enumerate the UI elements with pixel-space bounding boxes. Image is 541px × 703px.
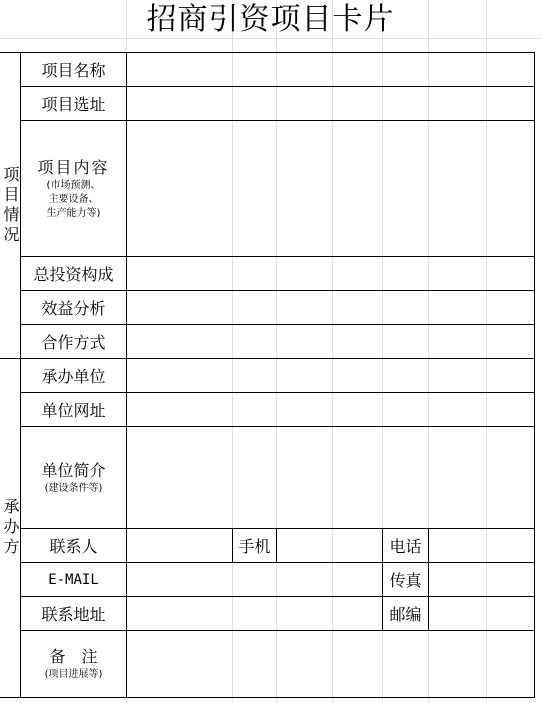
section-project-label: 项目情况 xyxy=(1,165,20,246)
page-title: 招商引资项目卡片 xyxy=(146,2,395,37)
label-remarks xyxy=(21,631,126,697)
table-border xyxy=(0,697,535,698)
total-investment-field[interactable] xyxy=(127,257,534,290)
label-project-content xyxy=(21,121,126,256)
remarks-title: 备 注 xyxy=(49,647,98,666)
label-host-unit: 承办单位 xyxy=(41,367,106,386)
label-project-name: 项目名称 xyxy=(41,61,106,80)
project-name-field[interactable] xyxy=(127,53,534,86)
section-project xyxy=(0,53,20,358)
section-host-label: 承办方 xyxy=(1,498,20,558)
project-content-field[interactable] xyxy=(127,121,534,256)
host-unit-field[interactable] xyxy=(127,359,534,392)
mobile-field[interactable] xyxy=(277,529,382,562)
label-benefit: 效益分析 xyxy=(41,299,106,318)
fax-field[interactable] xyxy=(429,563,534,596)
postcode-field[interactable] xyxy=(429,597,534,630)
label-unit-website: 单位网址 xyxy=(41,401,106,420)
project-content-note: (市场预测、 主要设备、 生产能力等) xyxy=(46,179,101,219)
label-address: 联系地址 xyxy=(41,605,106,624)
remarks-field[interactable] xyxy=(127,631,534,697)
contact-field[interactable] xyxy=(127,529,232,562)
label-project-site: 项目选址 xyxy=(41,95,106,114)
unit-intro-field[interactable] xyxy=(127,427,534,528)
unit-intro-note: (建设条件等) xyxy=(44,482,103,494)
benefit-field[interactable] xyxy=(127,291,534,324)
label-unit-intro xyxy=(21,427,126,528)
unit-website-field[interactable] xyxy=(127,393,534,426)
remarks-note: (项目进展等) xyxy=(44,669,103,680)
project-site-field[interactable] xyxy=(127,87,534,120)
label-fax: 传真 xyxy=(389,571,422,590)
label-total-investment: 总投资构成 xyxy=(33,265,114,284)
table-border xyxy=(534,52,535,698)
unit-intro-title: 单位简介 xyxy=(41,460,106,480)
label-postcode: 邮编 xyxy=(389,605,422,624)
label-cooperation: 合作方式 xyxy=(41,333,106,352)
project-content-title: 项目内容 xyxy=(37,157,110,177)
gridline xyxy=(0,38,541,39)
address-field[interactable] xyxy=(127,597,382,630)
cooperation-field[interactable] xyxy=(127,325,534,358)
label-phone: 电话 xyxy=(389,537,422,556)
label-mobile: 手机 xyxy=(238,537,271,556)
email-field[interactable] xyxy=(127,563,382,596)
phone-field[interactable] xyxy=(429,529,534,562)
section-host xyxy=(0,359,20,697)
label-contact: 联系人 xyxy=(49,537,98,556)
label-email: E-MAIL xyxy=(48,571,99,588)
